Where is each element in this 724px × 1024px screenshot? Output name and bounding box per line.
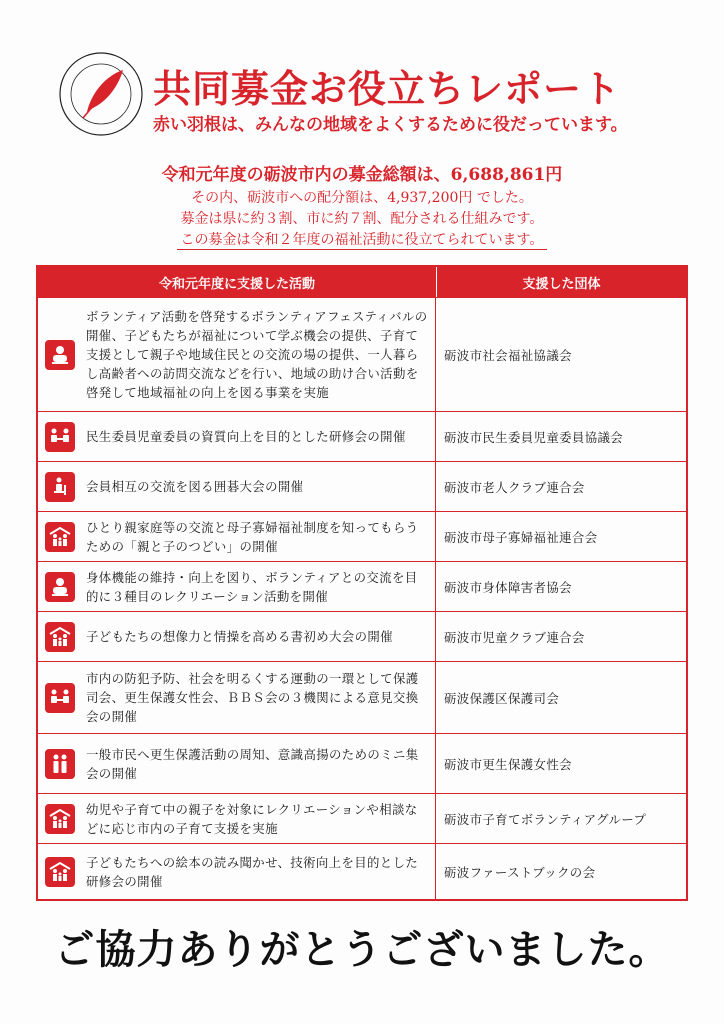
- activity-cell: 身体機能の維持・向上を図り、ボランティアとの交流を目的に３種目のレクリエーション活動を開催: [82, 562, 436, 611]
- activity-cell: ボランティア活動を啓発するボランティアフェスティバルの開催、子どもたちが福祉について学ぶ機会の提供、子育て支援として親子や地域住民との交流の場の提供、一人暮らし高齢者への訪問交流などを行い、地域の助け合い活動を啓発して地域福祉の向上を図る事業を実施: [82, 298, 436, 411]
- organization-cell: 砺波市子育てボランティアグループ: [444, 811, 647, 827]
- organization-cell: 砺波市児童クラブ連合会: [444, 629, 585, 645]
- red-feather-icon: [57, 50, 145, 138]
- page-subtitle: 赤い羽根は、みんなの地域をよくするために役だっています。: [153, 115, 628, 135]
- family-icon: [45, 804, 75, 834]
- summary-ratio: 募金は県に約３割、市に約７割、配分される仕組みです。: [180, 211, 544, 227]
- activity-cell: 市内の防犯予防、社会を明るくする運動の一環として保護司会、更生保護女性会、ＢＢＳ会の３機関による意見交換会の開催: [82, 662, 436, 733]
- organization-cell: 砺波市母子寡婦福祉連合会: [444, 529, 598, 545]
- row-icon-cell: [38, 512, 82, 561]
- table-row: [38, 661, 686, 733]
- row-icon-cell: [38, 612, 82, 661]
- person-icon: [45, 340, 75, 370]
- row-icon-cell: [38, 844, 82, 899]
- row-icon-cell: [38, 734, 82, 793]
- organization-cell: 砺波市更生保護女性会: [444, 756, 572, 772]
- page-title: 共同募金お役立ちレポート: [153, 66, 622, 111]
- row-icon-cell: [38, 412, 82, 461]
- row-icon-cell: [38, 794, 82, 843]
- header-organization: 支援した団体: [522, 276, 601, 292]
- family-icon: [45, 522, 75, 552]
- red-feather-logo: [57, 50, 145, 138]
- table-row: [38, 611, 686, 661]
- header-activity: 令和元年度に支援した活動: [38, 267, 437, 297]
- row-icon-cell: [38, 298, 82, 411]
- table-header: [38, 267, 686, 297]
- activity-cell: 一般市民へ更生保護活動の周知、意識高揚のためのミニ集会の開催: [82, 734, 436, 793]
- activity-cell: 子どもたちの想像力と情操を高める書初め大会の開催: [82, 612, 436, 661]
- pair-icon: [45, 749, 75, 779]
- organization-cell: 砺波市老人クラブ連合会: [444, 479, 585, 495]
- table-row: [38, 843, 686, 899]
- activity-cell: 幼児や子育て中の親子を対象にレクリエーションや相談などに応じ市内の子育て支援を実施: [82, 794, 436, 843]
- activity-cell: 民生委員児童委員の資質向上を目的とした研修会の開催: [82, 412, 436, 461]
- thank-you-message: ご協力ありがとうございました。: [54, 926, 670, 973]
- activity-table: [36, 265, 688, 901]
- table-row: [38, 461, 686, 511]
- row-icon-cell: [38, 662, 82, 733]
- meeting-icon: [45, 422, 75, 452]
- person-icon: [45, 572, 75, 602]
- activity-cell: ひとり親家庭等の交流と母子寡婦福祉制度を知ってもらうための「親と子のつどい」の開催: [82, 512, 436, 561]
- table-row: [38, 793, 686, 843]
- summary-usage: この募金は令和２年度の福祉活動に役立てられています。: [0, 229, 724, 249]
- meeting-icon: [45, 683, 75, 713]
- organization-cell: 砺波市民生委員児童委員協議会: [444, 429, 624, 445]
- family-icon: [45, 857, 75, 887]
- organization-cell: 砺波市身体障害者協会: [444, 579, 572, 595]
- row-icon-cell: [38, 462, 82, 511]
- activity-cell: 子どもたちへの絵本の読み聞かせ、技術向上を目的とした研修会の開催: [82, 844, 436, 899]
- table-row: [38, 511, 686, 561]
- table-body: [38, 297, 686, 899]
- summary-allocation: その内、砺波市への配分額は、4,937,200円 でした。: [191, 190, 533, 206]
- organization-cell: 砺波市社会福祉協議会: [444, 347, 572, 363]
- organization-cell: 砺波保護区保護司会: [444, 690, 560, 706]
- activity-cell: 会員相互の交流を図る囲碁大会の開催: [82, 462, 436, 511]
- organization-cell: 砺波ファーストブックの会: [444, 864, 596, 880]
- table-row: [38, 733, 686, 793]
- table-row: [38, 411, 686, 461]
- table-row: [38, 297, 686, 411]
- elderly-icon: [45, 472, 75, 502]
- table-row: [38, 561, 686, 611]
- family-icon: [45, 622, 75, 652]
- summary-total: 令和元年度の砺波市内の募金総額は、6,688,861円: [161, 165, 563, 185]
- row-icon-cell: [38, 562, 82, 611]
